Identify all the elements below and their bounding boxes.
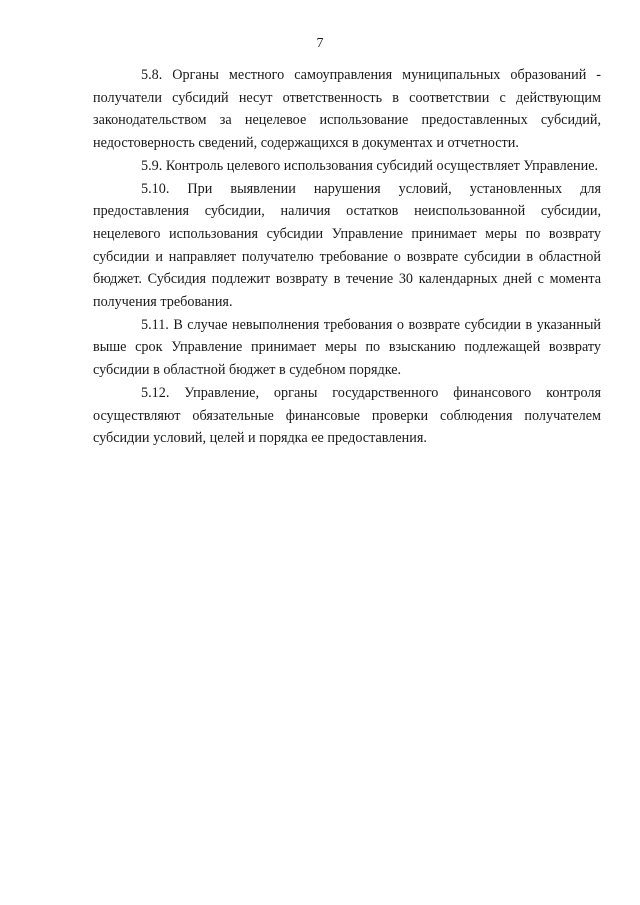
paragraph-5-11: 5.11. В случае невыполнения требования о возврате субсидии в указанный выше срок Управление принимает меры по взысканию подлежащей возврату субсидии в областной бюджет в судебном порядке. xyxy=(93,316,601,379)
paragraph-5-12: 5.12. Управление, органы государственного финансового контроля осуществляют обязательные финансовые проверки соблюдения получателем субсидии условий, целей и порядка ее предоставления. xyxy=(93,384,601,447)
paragraph-5-8: 5.8. Органы местного самоуправления муниципальных образований - получатели субсидий несут ответственность в соответствии с действующим законодательством за нецелевое использование предоставленных субсидий, недостоверность сведений, содержащихся в документах и отчетности. xyxy=(93,67,601,152)
paragraph-5-10: 5.10. При выявлении нарушения условий, установленных для предоставления субсидии, наличия остатков неиспользованной субсидии, нецелевого использования субсидии Управление принимает меры по возврату субсидии и направляет получателю требование о возврате субсидии в областной бюджет. Субсидия подлежит возврату в течение 30 календарных дней с момента получения требования. xyxy=(93,180,601,311)
page-number: 7 xyxy=(316,36,324,51)
document-body xyxy=(93,64,601,450)
paragraph-5-9: 5.9. Контроль целевого использования субсидий осуществляет Управление. xyxy=(141,157,599,174)
